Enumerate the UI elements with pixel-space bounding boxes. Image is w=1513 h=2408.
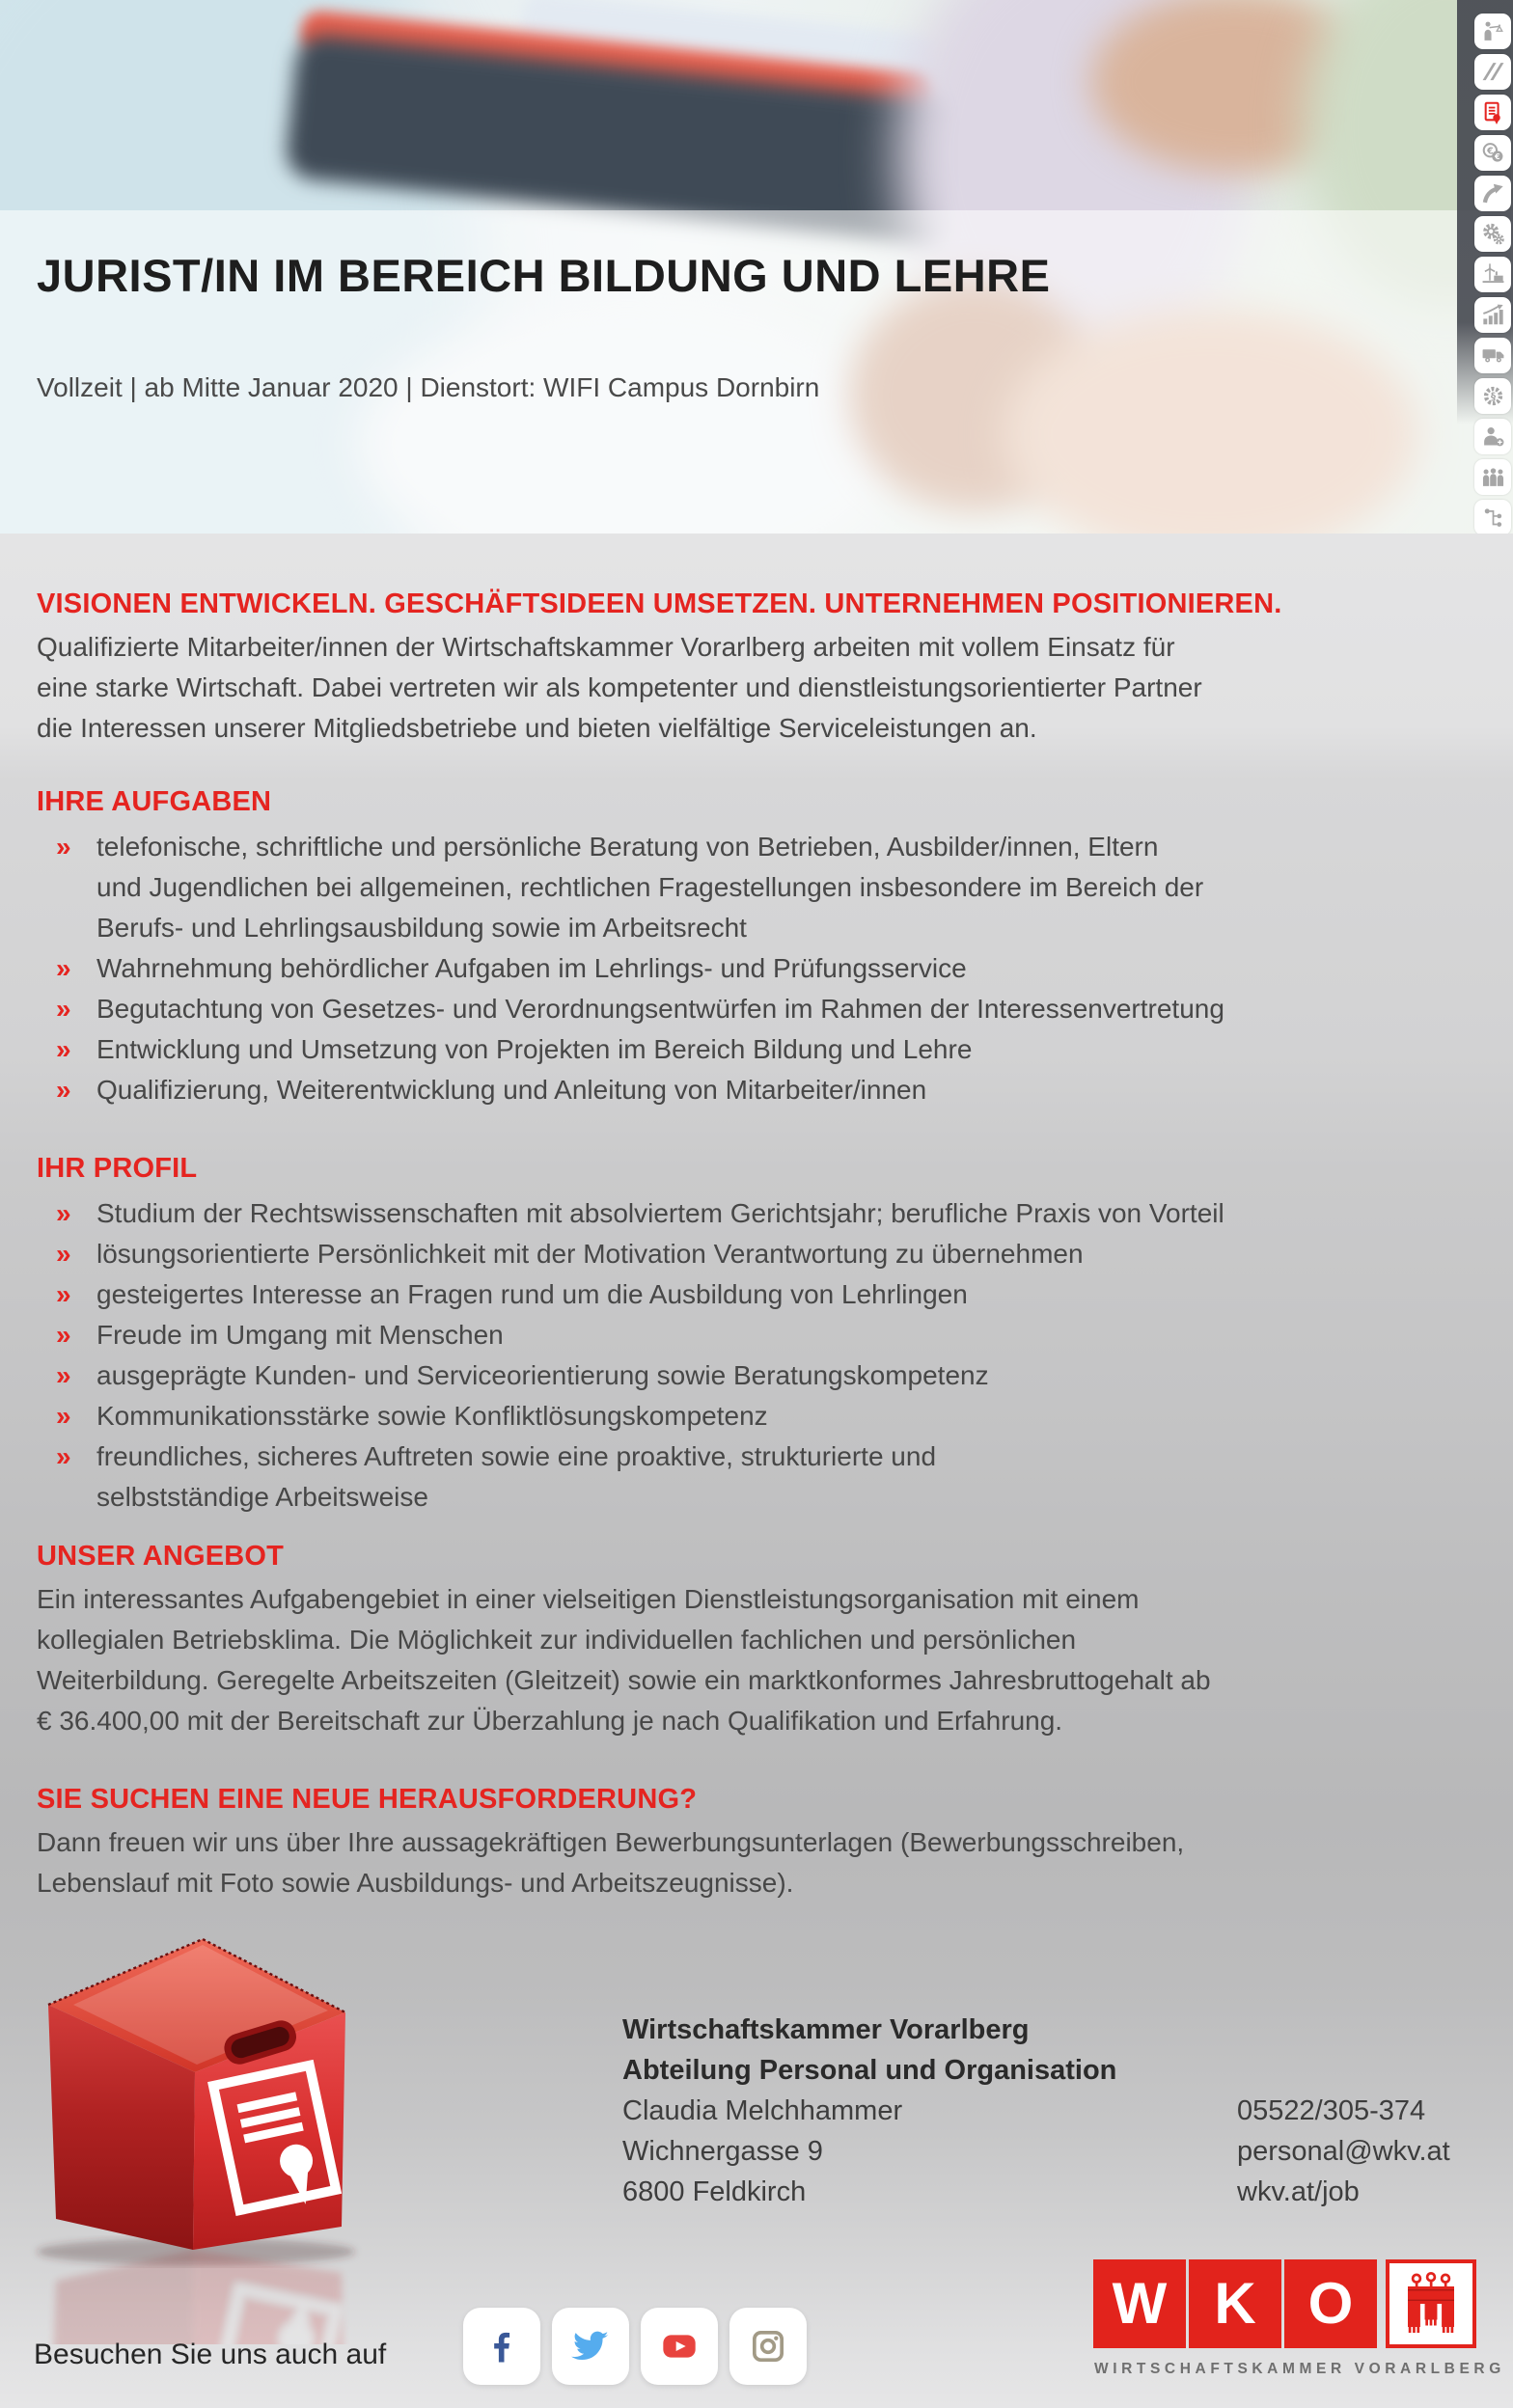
bullet-item (37, 1234, 1445, 1274)
wko-caption: WIRTSCHAFTSKAMMER VORARLBERG (1094, 2361, 1505, 2377)
facebook-button[interactable] (463, 2308, 540, 2385)
intro-paragraph (37, 627, 1445, 749)
contact-row (622, 2172, 1452, 2212)
bullet-marker: » (56, 994, 71, 1024)
bullet-marker: » (56, 1198, 71, 1228)
profil-heading: IHR PROFIL (37, 1153, 198, 1184)
text-line: lösungsorientierte Persönlichkeit mit der Motivation Verantwortung zu übernehmen (96, 1239, 1084, 1269)
text-line: Freude im Umgang mit Menschen (96, 1320, 504, 1350)
bullet-item (37, 1029, 1445, 1070)
social-prompt: Besuchen Sie uns auch auf (34, 2339, 387, 2370)
energy-industry-tile[interactable] (1474, 257, 1511, 292)
bullet-item (37, 1396, 1445, 1437)
contact-left-value: 6800 Feldkirch (622, 2176, 807, 2207)
contact-left-value: Claudia Melchhammer (622, 2095, 903, 2126)
statistics-chart-icon (1481, 303, 1505, 327)
text-line: kollegialen Betriebsklima. Die Möglichkeit zur individuellen fachlichen und persönlichen (37, 1625, 1077, 1655)
intro-heading: VISIONEN ENTWICKELN. GESCHÄFTSIDEEN UMSETZEN. UNTERNEHMEN POSITIONIEREN. (37, 588, 1282, 619)
truck-icon (1481, 343, 1505, 368)
contact-right-value: personal@wkv.at (1237, 2136, 1450, 2167)
text-line: Begutachtung von Gesetzes- und Verordnungsentwürfen im Rahmen der Interessenvertretung (96, 994, 1224, 1024)
bullet-item (37, 1070, 1445, 1110)
text-line: Berufs- und Lehrlingsausbildung sowie im Arbeitsrecht (96, 913, 747, 943)
social-links (463, 2308, 807, 2385)
bullet-item (37, 1315, 1445, 1355)
youtube-button[interactable] (641, 2308, 718, 2385)
add-person-icon (1481, 424, 1505, 449)
text-line: Lebenslauf mit Foto sowie Ausbildungs- und Arbeitszeugnisse). (37, 1868, 794, 1898)
bullet-item (37, 827, 1445, 948)
angebot-heading: UNSER ANGEBOT (37, 1541, 285, 1572)
bullet-marker: » (56, 1360, 71, 1390)
cta-heading: SIE SUCHEN EINE NEUE HERAUSFORDERUNG? (37, 1784, 698, 1815)
aufgaben-list (37, 827, 1445, 1110)
bullet-item (37, 1355, 1445, 1396)
paragraph-gear-icon (1481, 384, 1505, 408)
vorarlberg-banner-icon (1396, 2266, 1466, 2341)
text-line: eine starke Wirtschaft. Dabei vertreten wir als kompetenter und dienstleistungsorientierter Partner (37, 672, 1202, 702)
bullet-marker: » (56, 1239, 71, 1269)
text-line: Qualifizierung, Weiterentwicklung und Anleitung von Mitarbeiter/innen (96, 1075, 927, 1105)
text-line: Wahrnehmung behördlicher Aufgaben im Lehrlings- und Prüfungsservice (96, 953, 967, 983)
person-scales-tile[interactable] (1474, 14, 1511, 49)
arrow-up-tile[interactable] (1474, 176, 1511, 211)
content (0, 534, 1513, 1903)
text-line: die Interessen unserer Mitgliedsbetriebe und bieten vielfältige Serviceleistungen an. (37, 713, 1037, 743)
network-icon (1481, 506, 1505, 530)
bullet-item (37, 948, 1445, 989)
page-title: JURIST/IN IM BEREICH BILDUNG UND LEHRE (37, 250, 1051, 301)
text-line: Weiterbildung. Geregelte Arbeitszeiten (Gleitzeit) sowie ein marktkonformes Jahresbruttogehalt ab (37, 1665, 1211, 1695)
contact-left-value: Wichnergasse 9 (622, 2136, 823, 2167)
twitter-button[interactable] (552, 2308, 629, 2385)
certificate-tile[interactable] (1474, 95, 1511, 130)
text-line: € 36.400,00 mit der Bereitschaft zur Überzahlung je nach Qualifikation und Erfahrung. (37, 1706, 1063, 1736)
bullet-marker: » (56, 1401, 71, 1431)
text-line: Kommunikationsstärke sowie Konfliktlösungskompetenz (96, 1401, 768, 1431)
text-line: freundliches, sicheres Auftreten sowie eine proaktive, strukturierte und (96, 1441, 937, 1471)
text-line: selbstständige Arbeitsweise (96, 1482, 428, 1512)
profil-list (37, 1193, 1445, 1518)
wko-letter-square: W (1093, 2259, 1186, 2348)
bullet-marker: » (56, 1320, 71, 1350)
job-meta-subtitle: Vollzeit | ab Mitte Januar 2020 | Dienstort: WIFI Campus Dornbirn (37, 372, 820, 402)
bullet-marker: » (56, 1441, 71, 1471)
bullet-marker: » (56, 1034, 71, 1064)
instagram-button[interactable] (729, 2308, 807, 2385)
text-line: Entwicklung und Umsetzung von Projekten im Bereich Bildung und Lehre (96, 1034, 973, 1064)
statistics-chart-tile[interactable] (1474, 297, 1511, 333)
text-line: gesteigertes Interesse an Fragen rund um die Ausbildung von Lehrlingen (96, 1279, 968, 1309)
contact-dept: Abteilung Personal und Organisation (622, 2055, 1117, 2086)
contact-org: Wirtschaftskammer Vorarlberg (622, 2014, 1030, 2045)
contact-rows (622, 2091, 1452, 2212)
bullet-marker: » (56, 1279, 71, 1309)
text-line: Ein interessantes Aufgabengebiet in einer vielseitigen Dienstleistungsorganisation mit einem (37, 1584, 1140, 1614)
text-line: telefonische, schriftliche und persönliche Beratung von Betrieben, Ausbilder/innen, Eltern (96, 832, 1159, 862)
gears-tile[interactable] (1474, 216, 1511, 252)
text-line: ausgeprägte Kunden- und Serviceorientierung sowie Beratungskompetenz (96, 1360, 989, 1390)
cta-paragraph (37, 1822, 1445, 1903)
bullet-item (37, 1437, 1445, 1518)
bullet-item (37, 1274, 1445, 1315)
people-group-icon (1481, 465, 1505, 489)
instagram-icon (749, 2327, 787, 2366)
contact-right-value: wkv.at/job (1237, 2176, 1360, 2207)
text-line: Dann freuen wir uns über Ihre aussagekräftigen Bewerbungsunterlagen (Bewerbungsschreiben, (37, 1827, 1185, 1857)
add-person-tile[interactable] (1474, 419, 1511, 454)
paragraph-gear-tile[interactable] (1474, 378, 1511, 414)
arrow-up-icon (1481, 181, 1505, 205)
bullet-marker: » (56, 953, 71, 983)
bullet-item (37, 1193, 1445, 1234)
contact-block (622, 2010, 1452, 2212)
facebook-icon (482, 2327, 521, 2366)
aufgaben-heading: IHRE AUFGABEN (37, 786, 272, 817)
twitter-icon (571, 2327, 610, 2366)
bullet-marker: » (56, 832, 71, 862)
person-scales-icon (1481, 19, 1505, 43)
truck-tile[interactable] (1474, 338, 1511, 373)
vorarlberg-coat-of-arms (1386, 2259, 1476, 2348)
wko-letter-square: O (1284, 2259, 1377, 2348)
euro-coins-icon (1481, 141, 1505, 165)
growth-slope-icon (1481, 60, 1505, 84)
contact-right-value: 05522/305-374 (1237, 2095, 1426, 2126)
growth-slope-tile[interactable] (1474, 54, 1511, 90)
euro-coins-tile[interactable] (1474, 135, 1511, 171)
gears-icon (1481, 222, 1505, 246)
red-application-box-image (17, 1929, 365, 2344)
bullet-item (37, 989, 1445, 1029)
certificate-icon (1481, 100, 1505, 124)
wko-letter-square: K (1189, 2259, 1281, 2348)
people-group-tile[interactable] (1474, 459, 1511, 495)
angebot-paragraph (37, 1579, 1445, 1741)
contact-row (622, 2131, 1452, 2172)
bullet-marker: » (56, 1075, 71, 1105)
energy-industry-icon (1481, 262, 1505, 287)
network-tile[interactable] (1474, 500, 1511, 535)
text-line: Qualifizierte Mitarbeiter/innen der Wirtschaftskammer Vorarlberg arbeiten mit vollem Einsatz für (37, 632, 1175, 662)
contact-row (622, 2091, 1452, 2131)
youtube-icon (660, 2327, 699, 2366)
text-line: und Jugendlichen bei allgemeinen, rechtlichen Fragestellungen insbesondere im Bereich der (96, 872, 1204, 902)
text-line: Studium der Rechtswissenschaften mit absolviertem Gerichtsjahr; berufliche Praxis von Vorteil (96, 1198, 1224, 1228)
wko-logo (1093, 2259, 1505, 2379)
